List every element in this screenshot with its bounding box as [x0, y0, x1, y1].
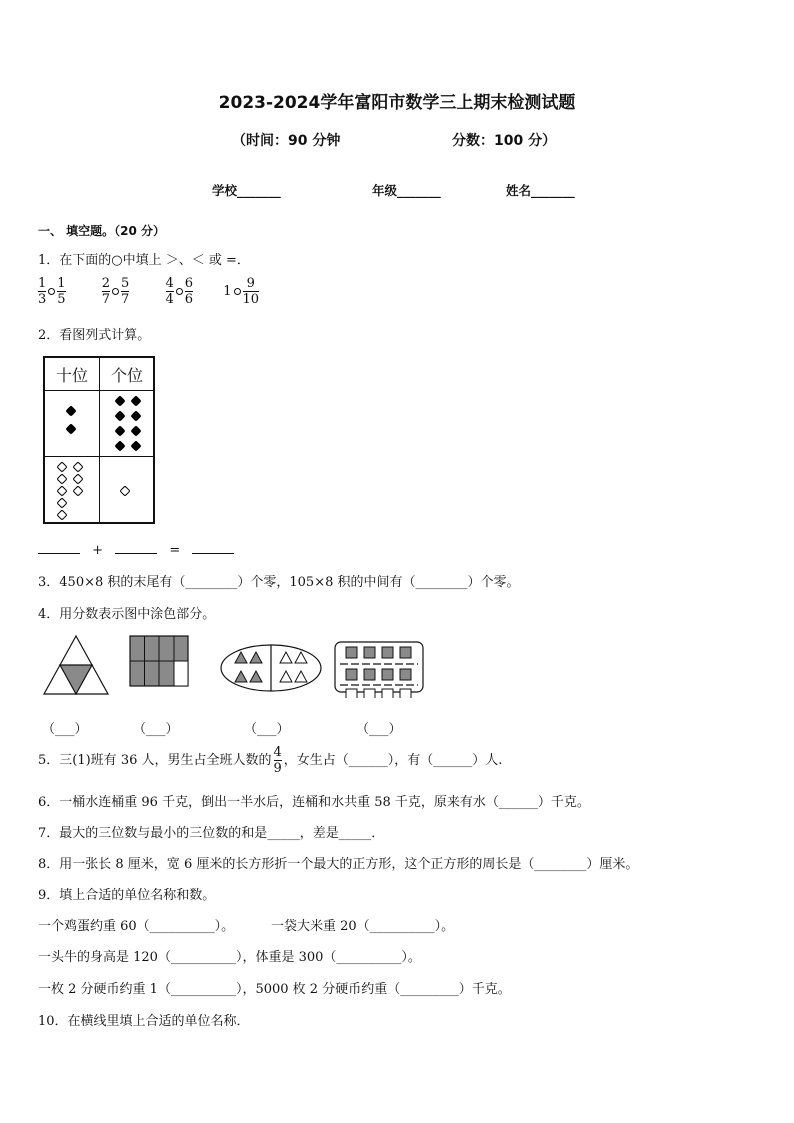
- hollow-dot: [56, 509, 67, 520]
- squares-figure: [335, 642, 423, 698]
- dot: [114, 440, 125, 451]
- compare-circle[interactable]: [48, 288, 55, 295]
- section-heading: 一、 填空题。（20 分）: [38, 224, 166, 238]
- fraction: $\frac{5}{7}$: [121, 276, 130, 307]
- compare-circle[interactable]: [234, 288, 241, 295]
- compare-circle[interactable]: [112, 288, 119, 295]
- dot: [65, 405, 76, 416]
- dot: [65, 423, 76, 434]
- fraction: $\frac{1}{3}$: [38, 276, 47, 307]
- dot: [130, 410, 141, 421]
- hollow-dot: [56, 497, 67, 508]
- question-1-comparisons: $\frac{1}{3}$ $\frac{1}{5}$ $\frac{2}{7}$ $\frac{5}{7}$ $\frac{4}{4}$ $\frac{6}{6}$ 1 $\frac{9}{10}$: [38, 276, 260, 307]
- question-9a: 一个鸡蛋约重 60（__________）。: [38, 919, 235, 934]
- page-title: 2023-2024学年富阳市数学三上期末检测试题: [218, 93, 576, 113]
- fraction: $\frac{4}{4}$: [165, 276, 174, 307]
- q4-answer-1[interactable]: （___）: [42, 722, 88, 737]
- question-8: 8．用一张长 8 厘米，宽 6 厘米的长方形折一个最大的正方形，这个正方形的周长是（________）厘米。: [38, 857, 639, 872]
- question-1: 1．在下面的○中填上 ＞、＜ 或 =．: [38, 253, 250, 268]
- answer-blank[interactable]: [38, 541, 80, 554]
- dot: [130, 395, 141, 406]
- question-5: 5．三(1)班有 36 人，男生占全班人数的 $\frac{4}{9}$ ，女生占（______），有（______）人.: [38, 745, 503, 776]
- q4-answer-2[interactable]: （___）: [133, 722, 179, 737]
- answer-blank[interactable]: [115, 541, 157, 554]
- question-9: 9．填上合适的单位名称和数。: [38, 888, 216, 903]
- q4-answer-3[interactable]: （___）: [244, 722, 290, 737]
- exam-score: 分数：100 分）: [452, 133, 557, 149]
- shaded-shapes-figure: [40, 632, 440, 698]
- fraction: $\frac{9}{10}$: [242, 276, 260, 307]
- question-10: 10．在横线里填上合适的单位名称．: [38, 1014, 250, 1029]
- name-field[interactable]: 姓名_______: [506, 183, 575, 198]
- question-6: 6．一桶水连桶重 96 千克，倒出一半水后，连桶和水共重 58 千克，原来有水（______）千克。: [38, 795, 590, 810]
- question-2: 2．看图列式计算。: [38, 328, 151, 343]
- question-7: 7．最大的三位数与最小的三位数的和是_____，差是_____．: [38, 826, 385, 841]
- compare-circle[interactable]: [176, 288, 183, 295]
- dot: [114, 395, 125, 406]
- fraction: $\frac{2}{7}$: [101, 276, 111, 307]
- fraction: $\frac{6}{6}$: [184, 276, 194, 307]
- grid-figure: [130, 636, 188, 686]
- q4-answer-4[interactable]: （___）: [356, 722, 402, 737]
- hollow-dot: [119, 485, 130, 496]
- hollow-dot: [56, 473, 67, 484]
- answer-blank[interactable]: [192, 541, 234, 554]
- question-9c: 一头牛的身高是 120（__________），体重是 300（__________）。: [38, 950, 421, 965]
- exam-time: （时间：90 分钟: [232, 133, 341, 149]
- tens-header: 十位: [55, 366, 88, 385]
- dot: [114, 425, 125, 436]
- ones-header: 个位: [110, 366, 143, 385]
- hollow-dot: [72, 473, 83, 484]
- school-field[interactable]: 学校_______: [212, 183, 281, 198]
- hollow-dot: [72, 485, 83, 496]
- hollow-dot: [56, 485, 67, 496]
- question-3: 3．450×8 积的末尾有（________）个零，105×8 积的中间有（________）个零。: [38, 575, 520, 590]
- hollow-dot: [72, 461, 83, 472]
- question-2-answer: + =: [38, 541, 234, 558]
- dot: [114, 410, 125, 421]
- place-value-chart: [43, 356, 155, 524]
- dot: [130, 440, 141, 451]
- fraction: $\frac{1}{5}$: [57, 276, 66, 307]
- question-4: 4．用分数表示图中涂色部分。: [38, 607, 216, 622]
- fraction: $\frac{4}{9}$: [273, 745, 282, 776]
- hollow-dot: [56, 461, 67, 472]
- question-9b: 一袋大米重 20（__________）。: [271, 919, 455, 934]
- grade-field[interactable]: 年级_______: [372, 183, 441, 198]
- question-9d: 一枚 2 分硬币约重 1（__________），5000 枚 2 分硬币约重（_________）千克。: [38, 982, 511, 997]
- triangle-figure: [44, 636, 108, 694]
- dot: [130, 425, 141, 436]
- ellipse-figure: [221, 645, 321, 691]
